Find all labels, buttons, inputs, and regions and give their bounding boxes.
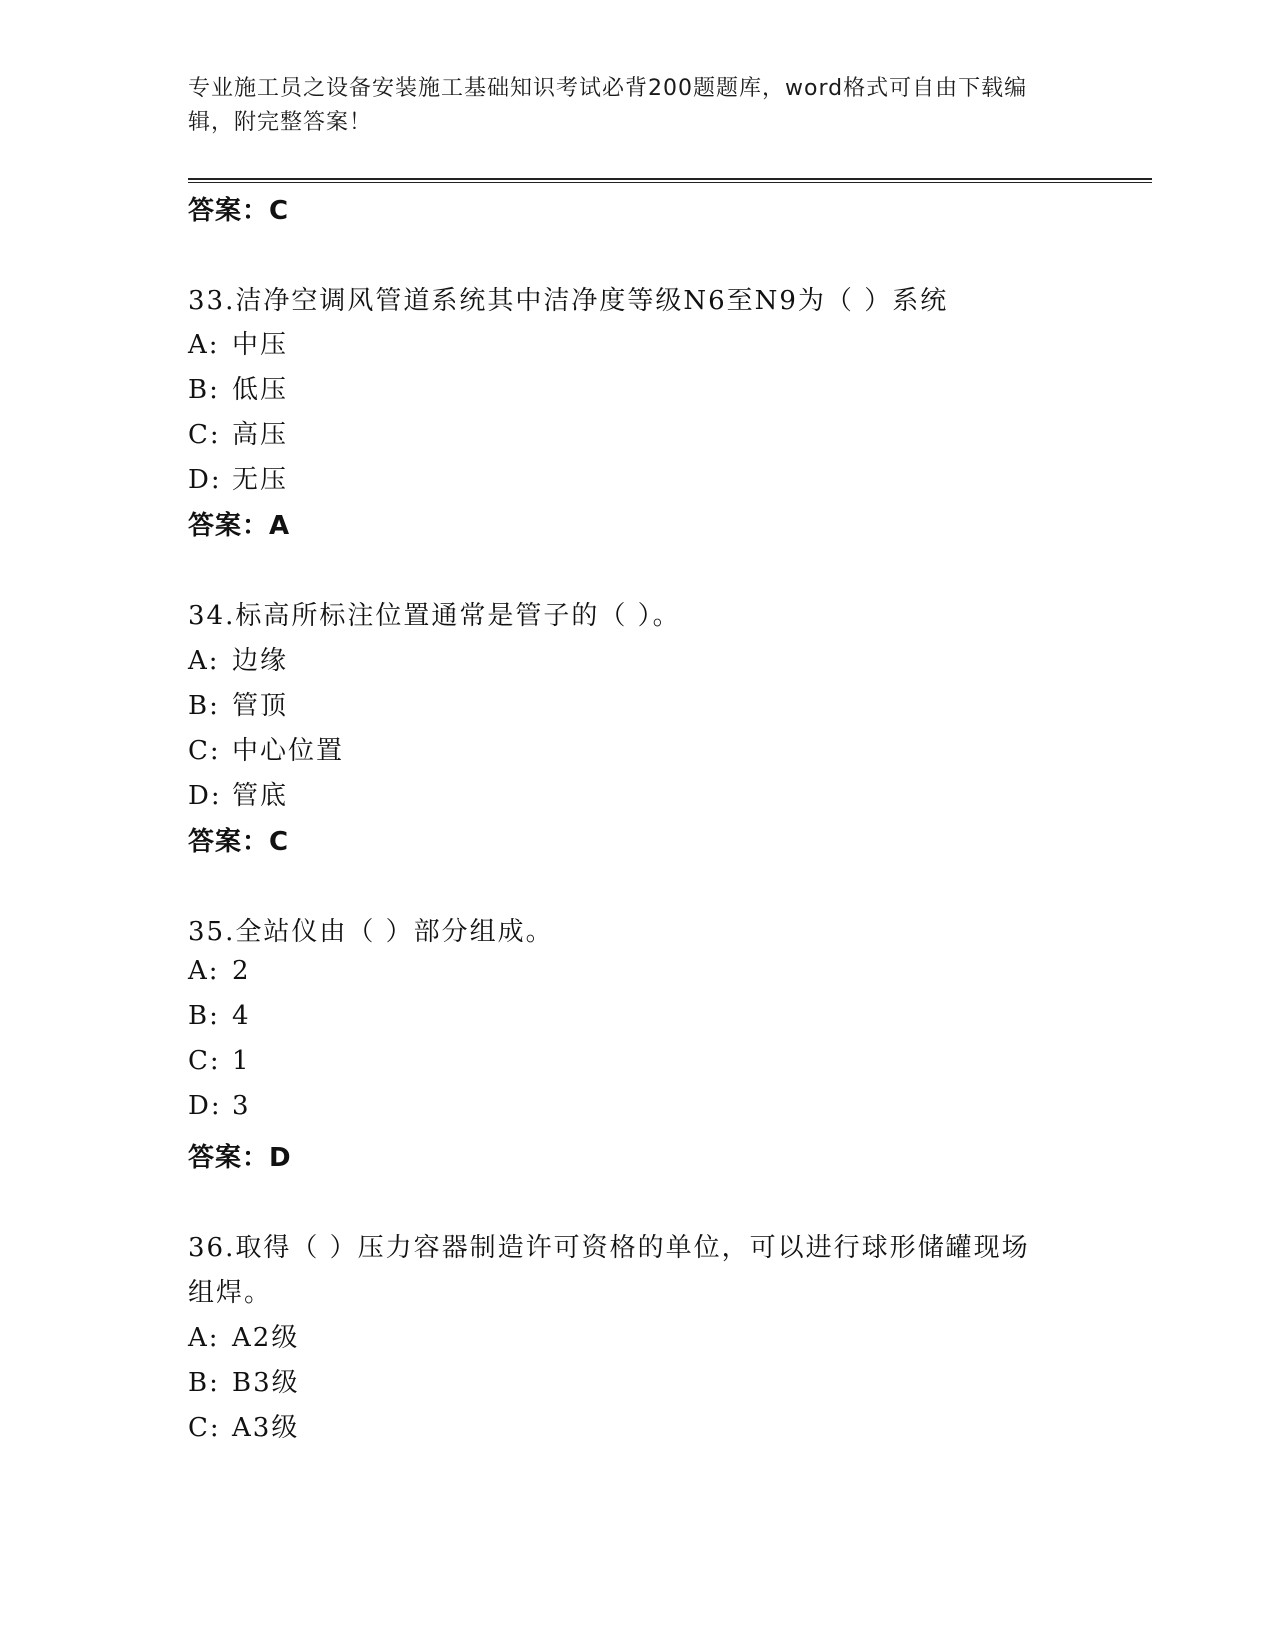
option-text: 高压 — [232, 420, 289, 450]
question-36-option-b — [188, 1362, 300, 1399]
question-35-option-b — [188, 1001, 251, 1031]
option-key: B: — [188, 691, 220, 721]
question-33-option-c — [188, 414, 288, 451]
answer-34: 答案：C — [188, 827, 290, 857]
question-34-option-a — [188, 640, 288, 677]
option-key: B: — [188, 375, 220, 405]
option-key: C: — [188, 1413, 221, 1443]
option-key: D: — [188, 465, 222, 495]
question-34-text: 34.标高所标注位置通常是管子的（ ）。 — [188, 601, 681, 631]
option-text: 边缘 — [232, 646, 289, 676]
option-key: A: — [188, 956, 220, 986]
option-key: C: — [188, 1046, 221, 1076]
question-36-option-a — [188, 1317, 299, 1354]
option-text: 4 — [232, 1001, 251, 1031]
option-text: 管底 — [232, 781, 289, 811]
question-33-text: 33.洁净空调风管道系统其中洁净度等级N6至N9为（ ）系统 — [188, 286, 949, 316]
option-text: A2级 — [232, 1323, 300, 1353]
option-text: A3级 — [232, 1413, 300, 1443]
header-title: 专业施工员之设备安装施工基础知识考试必背200题题库，word格式可自由下载编辑，附完整答案！ — [188, 76, 1028, 135]
option-key: C: — [188, 736, 221, 766]
document-header — [188, 72, 1068, 140]
question-34-option-c — [188, 730, 344, 767]
option-key: A: — [188, 646, 220, 676]
question-35-option-c — [188, 1046, 251, 1076]
option-key: D: — [188, 781, 222, 811]
option-text: 1 — [232, 1046, 251, 1076]
question-36-text-line2: 组焊。 — [188, 1278, 273, 1308]
option-text: 无压 — [232, 465, 289, 495]
option-text: 低压 — [232, 375, 289, 405]
question-34-option-d — [188, 775, 288, 812]
question-33-option-a — [188, 324, 288, 361]
question-34-option-b — [188, 685, 288, 722]
question-35-text: 35.全站仪由（ ）部分组成。 — [188, 917, 554, 947]
question-33-option-d — [188, 459, 288, 496]
option-key: C: — [188, 420, 221, 450]
option-key: B: — [188, 1001, 220, 1031]
question-35-option-a — [188, 956, 251, 986]
answer-35: 答案：D — [188, 1143, 292, 1173]
header-double-rule — [188, 178, 1152, 183]
option-text: 3 — [232, 1091, 251, 1121]
option-key: A: — [188, 1323, 220, 1353]
answer-32: 答案：C — [188, 196, 290, 226]
option-text: 管顶 — [232, 691, 289, 721]
option-text: 中心位置 — [232, 736, 345, 766]
question-36-option-c — [188, 1407, 299, 1444]
option-text: 2 — [232, 956, 251, 986]
question-36-text-line1: 36.取得（ ）压力容器制造许可资格的单位，可以进行球形储罐现场 — [188, 1233, 1030, 1263]
option-text: B3级 — [232, 1368, 300, 1398]
answer-33: 答案：A — [188, 511, 291, 541]
question-33-option-b — [188, 369, 288, 406]
option-text: 中压 — [232, 330, 289, 360]
option-key: A: — [188, 330, 220, 360]
question-35-option-d — [188, 1091, 251, 1121]
option-key: D: — [188, 1091, 222, 1121]
option-key: B: — [188, 1368, 220, 1398]
